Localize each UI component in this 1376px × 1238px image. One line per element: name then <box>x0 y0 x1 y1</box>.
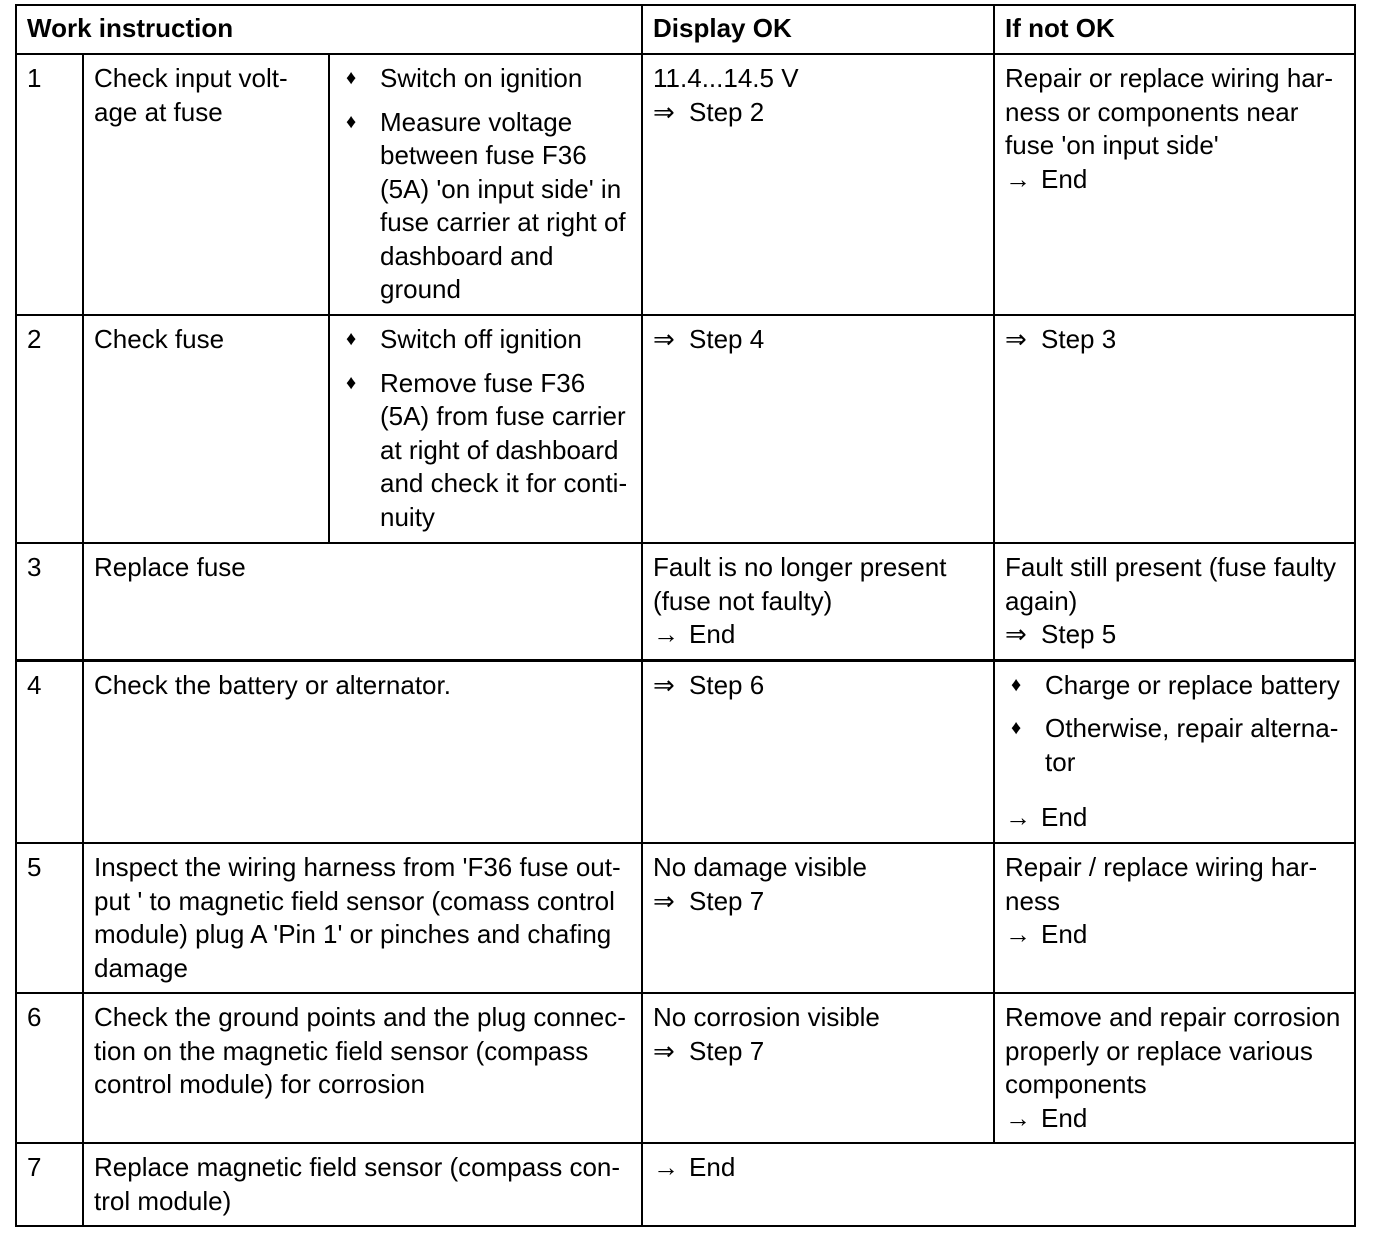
bullet-diamond-icon: ♦ <box>1011 673 1022 696</box>
ok-next: Step 2 <box>689 96 765 127</box>
ok-next: End <box>689 1152 736 1182</box>
ok-next: Step 6 <box>689 669 765 700</box>
step-instruction: Replace magnetic field sensor (compass con- trol module) <box>83 1143 642 1226</box>
step-instruction: Check the ground points and the plug connec- tion on the magnetic field sensor (compass control module) for corrosion <box>83 993 642 1143</box>
double-arrow-icon: ⇒ <box>653 96 675 127</box>
header-display-ok: Display OK <box>642 5 994 54</box>
single-arrow-icon: → <box>653 619 680 649</box>
step-instruction: Replace fuse <box>83 543 642 660</box>
double-arrow-icon: ⇒ <box>1005 324 1027 354</box>
action-text: Switch off ignition <box>380 324 582 354</box>
display-ok-cell <box>642 315 994 543</box>
if-not-ok-cell <box>994 993 1355 1143</box>
action-text: Otherwise, repair alterna- tor <box>1045 713 1339 777</box>
double-arrow-icon: ⇒ <box>653 1035 675 1066</box>
single-arrow-icon: → <box>653 1152 680 1182</box>
action-text: Measure voltage between fuse F36 (5A) 'on input side' in fuse carrier at right of dashboard and ground <box>380 106 626 304</box>
table-row <box>16 843 1355 993</box>
display-ok-cell <box>642 993 994 1143</box>
bullet-diamond-icon: ♦ <box>1011 717 1022 739</box>
step-instruction: Check fuse <box>83 315 329 543</box>
table-row <box>16 1143 1355 1226</box>
display-ok-cell <box>642 660 994 843</box>
not-ok-next: End <box>1041 163 1088 194</box>
step-number: 3 <box>16 543 83 660</box>
action-text: Remove fuse F36 (5A) from fuse carrier at right of dashboard and check it for conti- nuity <box>380 367 628 532</box>
not-ok-next: End <box>1041 919 1088 949</box>
ok-text: 11.4...14.5 V <box>653 63 799 93</box>
double-arrow-icon: ⇒ <box>653 669 675 700</box>
not-ok-next: End <box>1041 1102 1088 1133</box>
step-number: 5 <box>16 843 83 993</box>
single-arrow-icon: → <box>1005 1102 1032 1133</box>
double-arrow-icon: ⇒ <box>653 885 675 916</box>
single-arrow-icon: → <box>1005 919 1032 949</box>
list-item <box>340 106 632 307</box>
if-not-ok-cell <box>994 843 1355 993</box>
if-not-ok-cell <box>994 660 1355 843</box>
double-arrow-icon: ⇒ <box>1005 619 1027 649</box>
not-ok-text: Fault still present (fuse faulty again) <box>1005 552 1336 616</box>
bullet-diamond-icon: ♦ <box>346 371 357 394</box>
step-number: 6 <box>16 993 83 1143</box>
display-ok-cell <box>642 54 994 315</box>
header-if-not-ok: If not OK <box>994 5 1355 54</box>
not-ok-text: Remove and repair corrosion properly or replace various components <box>1005 1002 1341 1099</box>
if-not-ok-cell <box>994 543 1355 660</box>
ok-next: Step 4 <box>689 324 765 354</box>
step-actions <box>329 54 642 315</box>
step-instruction: Check input volt- age at fuse <box>83 54 329 315</box>
if-not-ok-cell <box>994 54 1355 315</box>
bullet-diamond-icon: ♦ <box>346 67 357 89</box>
list-item <box>340 323 632 357</box>
ok-next: Step 7 <box>689 885 765 916</box>
not-ok-next: Step 3 <box>1041 324 1117 354</box>
table-header-row <box>16 5 1355 54</box>
step-instruction: Check the battery or alternator. <box>83 660 642 843</box>
list-item <box>1005 712 1345 779</box>
list-item <box>1005 669 1345 703</box>
step-number: 7 <box>16 1143 83 1226</box>
table-row <box>16 660 1355 843</box>
table-row <box>16 993 1355 1143</box>
table-row <box>16 54 1355 315</box>
ok-text: No corrosion visible <box>653 1002 880 1032</box>
table-row <box>16 543 1355 660</box>
not-ok-text: Repair or replace wiring har- ness or components near fuse 'on input side' <box>1005 63 1334 160</box>
work-instruction-table <box>15 4 1356 1227</box>
ok-text: No damage visible <box>653 852 867 882</box>
step-number: 4 <box>16 660 83 843</box>
display-ok-cell <box>642 1143 1355 1226</box>
not-ok-next: Step 5 <box>1041 619 1117 649</box>
display-ok-cell <box>642 843 994 993</box>
step-actions <box>329 315 642 543</box>
single-arrow-icon: → <box>1005 163 1032 194</box>
not-ok-text: Repair / replace wiring har- ness <box>1005 852 1318 916</box>
ok-text: Fault is no longer present (fuse not faulty) <box>653 552 947 616</box>
table-row <box>16 315 1355 543</box>
single-arrow-icon: → <box>1005 802 1032 832</box>
step-instruction: Inspect the wiring harness from 'F36 fuse out- put ' to magnetic field sensor (comass control module) plug A 'Pin 1' or pinches and chafing damage <box>83 843 642 993</box>
step-number: 1 <box>16 54 83 315</box>
list-item <box>340 62 632 96</box>
ok-next: End <box>689 619 736 649</box>
action-text: Charge or replace battery <box>1045 669 1340 700</box>
step-number: 2 <box>16 315 83 543</box>
if-not-ok-cell <box>994 315 1355 543</box>
double-arrow-icon: ⇒ <box>653 324 675 354</box>
list-item <box>340 367 632 535</box>
header-work-instruction: Work instruction <box>16 5 642 54</box>
display-ok-cell <box>642 543 994 660</box>
action-text: Switch on ignition <box>380 63 583 93</box>
not-ok-next: End <box>1041 802 1088 832</box>
bullet-diamond-icon: ♦ <box>346 328 357 350</box>
bullet-diamond-icon: ♦ <box>346 110 357 133</box>
ok-next: Step 7 <box>689 1035 765 1066</box>
